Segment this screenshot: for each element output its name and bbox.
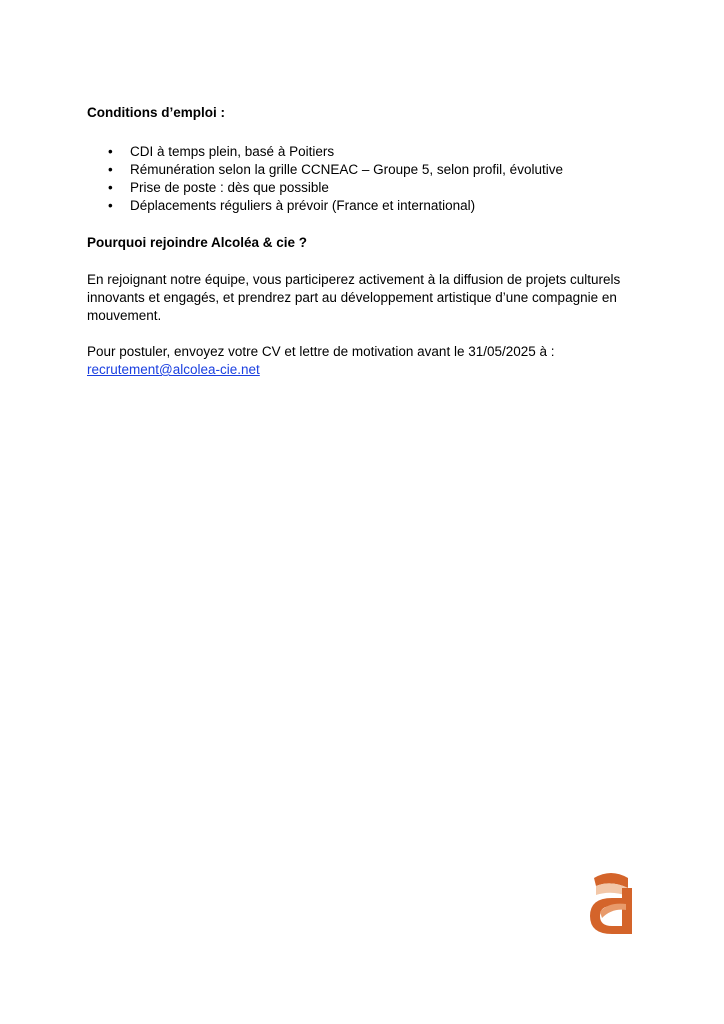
list-item-text: Rémunération selon la grille CCNEAC – Groupe 5, selon profil, évolutive [130, 162, 563, 177]
apply-paragraph [87, 343, 647, 379]
conditions-heading: Conditions d’emploi : [87, 105, 225, 120]
list-item [87, 161, 647, 179]
bullet: • [108, 180, 113, 195]
email-link[interactable]: recrutement@alcolea-cie.net [87, 362, 260, 377]
list-item [87, 197, 647, 215]
paragraph-line: En rejoignant notre équipe, vous participerez activement à la diffusion de projets culturels [87, 272, 621, 287]
list-item-text: Déplacements réguliers à prévoir (France et international) [130, 198, 476, 213]
bullet: • [108, 198, 113, 213]
list-item [87, 179, 647, 197]
alcolea-a-logo-icon [586, 868, 636, 936]
document-body [87, 104, 647, 379]
list-item [87, 143, 647, 161]
apply-text: Pour postuler, envoyez votre CV et lettre de motivation avant le 31/05/2025 à : [87, 344, 555, 359]
paragraph-line: mouvement. [87, 308, 162, 323]
list-item-text: CDI à temps plein, basé à Poitiers [130, 144, 335, 159]
bullet: • [108, 162, 113, 177]
paragraph-line: innovants et engagés, et prendrez part au développement artistique d’une compagnie en [87, 290, 617, 305]
conditions-list [87, 143, 647, 215]
why-join-paragraph [87, 271, 647, 325]
list-item-text: Prise de poste : dès que possible [130, 180, 329, 195]
bullet: • [108, 144, 113, 159]
why-join-heading: Pourquoi rejoindre Alcoléa & cie ? [87, 235, 308, 250]
